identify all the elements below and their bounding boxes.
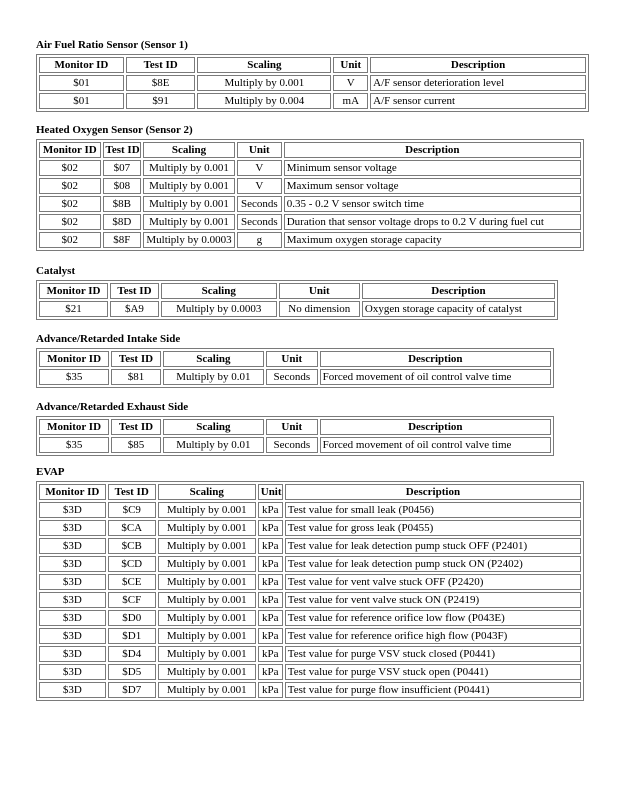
cell-scaling: Multiply by 0.001 [158, 664, 256, 680]
table-row [39, 232, 581, 248]
section-title: EVAP [36, 466, 65, 478]
cell-test-id: $81 [111, 369, 161, 385]
table-row [39, 592, 581, 608]
table-row [39, 93, 586, 109]
header-monitor-id: Monitor ID [39, 484, 106, 500]
cell-scaling: Multiply by 0.001 [158, 628, 256, 644]
cell-monitor-id: $3D [39, 520, 106, 536]
cell-description: Maximum sensor voltage [284, 178, 581, 194]
cell-scaling: Multiply by 0.001 [158, 682, 256, 698]
header-row [39, 419, 551, 435]
cell-unit: Seconds [266, 369, 318, 385]
section-title: Advance/Retarded Exhaust Side [36, 401, 189, 413]
table-row [39, 160, 581, 176]
cell-unit: kPa [258, 610, 283, 626]
cell-test-id: $8D [103, 214, 142, 230]
cell-monitor-id: $3D [39, 502, 106, 518]
header-scaling: Scaling [158, 484, 256, 500]
table-row [39, 664, 581, 680]
cell-description: Test value for leak detection pump stuck ON (P2402) [285, 556, 581, 572]
cell-monitor-id: $3D [39, 646, 106, 662]
cell-monitor-id: $3D [39, 628, 106, 644]
monitor-table [36, 481, 584, 701]
header-test-id: Test ID [111, 351, 161, 367]
monitor-table [36, 348, 554, 388]
cell-description: Test value for reference orifice high flow (P043F) [285, 628, 581, 644]
cell-monitor-id: $3D [39, 610, 106, 626]
section-title: Heated Oxygen Sensor (Sensor 2) [36, 124, 193, 136]
cell-scaling: Multiply by 0.001 [158, 538, 256, 554]
cell-monitor-id: $3D [39, 592, 106, 608]
cell-monitor-id: $35 [39, 369, 109, 385]
header-scaling: Scaling [197, 57, 331, 73]
cell-test-id: $CB [108, 538, 156, 554]
cell-unit: kPa [258, 574, 283, 590]
cell-scaling: Multiply by 0.004 [197, 93, 331, 109]
table-row [39, 369, 551, 385]
cell-monitor-id: $02 [39, 232, 101, 248]
header-scaling: Scaling [163, 351, 264, 367]
table-row [39, 538, 581, 554]
cell-test-id: $91 [126, 93, 196, 109]
table-row [39, 556, 581, 572]
header-row [39, 351, 551, 367]
header-row [39, 57, 586, 73]
cell-scaling: Multiply by 0.01 [163, 369, 264, 385]
cell-scaling: Multiply by 0.001 [143, 196, 235, 212]
cell-monitor-id: $02 [39, 214, 101, 230]
cell-scaling: Multiply by 0.001 [158, 592, 256, 608]
cell-unit: V [237, 160, 282, 176]
section-air-fuel-ratio-sensor [36, 39, 589, 112]
section-evap [36, 466, 584, 701]
cell-test-id: $D7 [108, 682, 156, 698]
table-row [39, 214, 581, 230]
header-test-id: Test ID [110, 283, 159, 299]
cell-scaling: Multiply by 0.0003 [161, 301, 277, 317]
cell-monitor-id: $21 [39, 301, 108, 317]
cell-unit: Seconds [237, 196, 282, 212]
cell-description: Minimum sensor voltage [284, 160, 581, 176]
table-row [39, 520, 581, 536]
section-advance-retarded-exhaust [36, 401, 554, 456]
header-test-id: Test ID [103, 142, 142, 158]
cell-description: Forced movement of oil control valve time [320, 437, 551, 453]
cell-test-id: $A9 [110, 301, 159, 317]
header-description: Description [284, 142, 581, 158]
monitor-table [36, 280, 558, 320]
cell-unit: mA [333, 93, 368, 109]
cell-monitor-id: $3D [39, 574, 106, 590]
table-row [39, 628, 581, 644]
table-row [39, 610, 581, 626]
header-monitor-id: Monitor ID [39, 419, 109, 435]
cell-test-id: $D1 [108, 628, 156, 644]
header-description: Description [320, 351, 551, 367]
cell-description: Duration that sensor voltage drops to 0.2 V during fuel cut [284, 214, 581, 230]
cell-description: A/F sensor deterioration level [370, 75, 586, 91]
cell-unit: kPa [258, 502, 283, 518]
cell-description: 0.35 - 0.2 V sensor switch time [284, 196, 581, 212]
cell-test-id: $8F [103, 232, 142, 248]
cell-test-id: $08 [103, 178, 142, 194]
header-scaling: Scaling [163, 419, 264, 435]
cell-unit: kPa [258, 520, 283, 536]
cell-description: Test value for purge VSV stuck closed (P0441) [285, 646, 581, 662]
cell-unit: Seconds [266, 437, 318, 453]
cell-unit: g [237, 232, 282, 248]
section-advance-retarded-intake [36, 333, 554, 388]
cell-unit: kPa [258, 556, 283, 572]
cell-unit: kPa [258, 646, 283, 662]
cell-description: Test value for reference orifice low flow (P043E) [285, 610, 581, 626]
monitor-table [36, 139, 584, 251]
cell-monitor-id: $02 [39, 160, 101, 176]
cell-unit: kPa [258, 628, 283, 644]
cell-test-id: $8E [126, 75, 196, 91]
table-row [39, 75, 586, 91]
cell-unit: kPa [258, 664, 283, 680]
header-description: Description [320, 419, 551, 435]
cell-description: Test value for purge VSV stuck open (P0441) [285, 664, 581, 680]
header-test-id: Test ID [111, 419, 161, 435]
header-monitor-id: Monitor ID [39, 142, 101, 158]
cell-test-id: $D5 [108, 664, 156, 680]
cell-scaling: Multiply by 0.001 [143, 160, 235, 176]
cell-unit: kPa [258, 592, 283, 608]
cell-unit: Seconds [237, 214, 282, 230]
cell-description: Test value for small leak (P0456) [285, 502, 581, 518]
cell-test-id: $CE [108, 574, 156, 590]
cell-scaling: Multiply by 0.001 [158, 646, 256, 662]
cell-unit: V [237, 178, 282, 194]
header-row [39, 484, 581, 500]
cell-description: Forced movement of oil control valve time [320, 369, 551, 385]
monitor-table [36, 416, 554, 456]
cell-description: Test value for purge flow insufficient (P0441) [285, 682, 581, 698]
section-heated-oxygen-sensor [36, 124, 584, 251]
cell-test-id: $D4 [108, 646, 156, 662]
cell-monitor-id: $3D [39, 556, 106, 572]
cell-scaling: Multiply by 0.001 [158, 520, 256, 536]
header-monitor-id: Monitor ID [39, 351, 109, 367]
cell-monitor-id: $35 [39, 437, 109, 453]
cell-test-id: $D0 [108, 610, 156, 626]
table-row [39, 437, 551, 453]
cell-monitor-id: $3D [39, 538, 106, 554]
cell-monitor-id: $3D [39, 664, 106, 680]
cell-test-id: $85 [111, 437, 161, 453]
header-scaling: Scaling [143, 142, 235, 158]
table-row [39, 574, 581, 590]
section-title: Catalyst [36, 265, 76, 277]
table-row [39, 502, 581, 518]
section-catalyst [36, 265, 558, 320]
header-description: Description [362, 283, 555, 299]
cell-unit: kPa [258, 682, 283, 698]
cell-description: Test value for leak detection pump stuck OFF (P2401) [285, 538, 581, 554]
header-unit: Unit [258, 484, 283, 500]
table-row [39, 682, 581, 698]
cell-test-id: $CA [108, 520, 156, 536]
cell-scaling: Multiply by 0.001 [143, 214, 235, 230]
cell-monitor-id: $3D [39, 682, 106, 698]
cell-scaling: Multiply by 0.001 [158, 556, 256, 572]
header-unit: Unit [266, 351, 318, 367]
cell-test-id: $C9 [108, 502, 156, 518]
cell-description: Test value for vent valve stuck OFF (P2420) [285, 574, 581, 590]
cell-scaling: Multiply by 0.01 [163, 437, 264, 453]
cell-test-id: $07 [103, 160, 142, 176]
cell-description: Oxygen storage capacity of catalyst [362, 301, 555, 317]
table-row [39, 178, 581, 194]
cell-scaling: Multiply by 0.001 [158, 574, 256, 590]
cell-test-id: $CD [108, 556, 156, 572]
header-unit: Unit [237, 142, 282, 158]
header-unit: Unit [333, 57, 368, 73]
cell-description: A/F sensor current [370, 93, 586, 109]
header-test-id: Test ID [126, 57, 196, 73]
monitor-table [36, 54, 589, 112]
header-unit: Unit [279, 283, 360, 299]
cell-description: Test value for gross leak (P0455) [285, 520, 581, 536]
cell-scaling: Multiply by 0.001 [197, 75, 331, 91]
cell-monitor-id: $01 [39, 93, 124, 109]
table-row [39, 646, 581, 662]
section-title: Air Fuel Ratio Sensor (Sensor 1) [36, 39, 188, 51]
cell-test-id: $CF [108, 592, 156, 608]
header-description: Description [285, 484, 581, 500]
cell-monitor-id: $01 [39, 75, 124, 91]
section-title: Advance/Retarded Intake Side [36, 333, 181, 345]
header-row [39, 283, 555, 299]
header-scaling: Scaling [161, 283, 277, 299]
cell-scaling: Multiply by 0.001 [158, 502, 256, 518]
header-monitor-id: Monitor ID [39, 283, 108, 299]
table-row [39, 196, 581, 212]
cell-monitor-id: $02 [39, 196, 101, 212]
cell-scaling: Multiply by 0.001 [143, 178, 235, 194]
cell-unit: No dimension [279, 301, 360, 317]
cell-monitor-id: $02 [39, 178, 101, 194]
cell-scaling: Multiply by 0.001 [158, 610, 256, 626]
header-unit: Unit [266, 419, 318, 435]
cell-description: Test value for vent valve stuck ON (P2419) [285, 592, 581, 608]
cell-test-id: $8B [103, 196, 142, 212]
cell-unit: V [333, 75, 368, 91]
header-description: Description [370, 57, 586, 73]
header-row [39, 142, 581, 158]
cell-description: Maximum oxygen storage capacity [284, 232, 581, 248]
table-row [39, 301, 555, 317]
header-monitor-id: Monitor ID [39, 57, 124, 73]
cell-scaling: Multiply by 0.0003 [143, 232, 235, 248]
header-test-id: Test ID [108, 484, 156, 500]
cell-unit: kPa [258, 538, 283, 554]
